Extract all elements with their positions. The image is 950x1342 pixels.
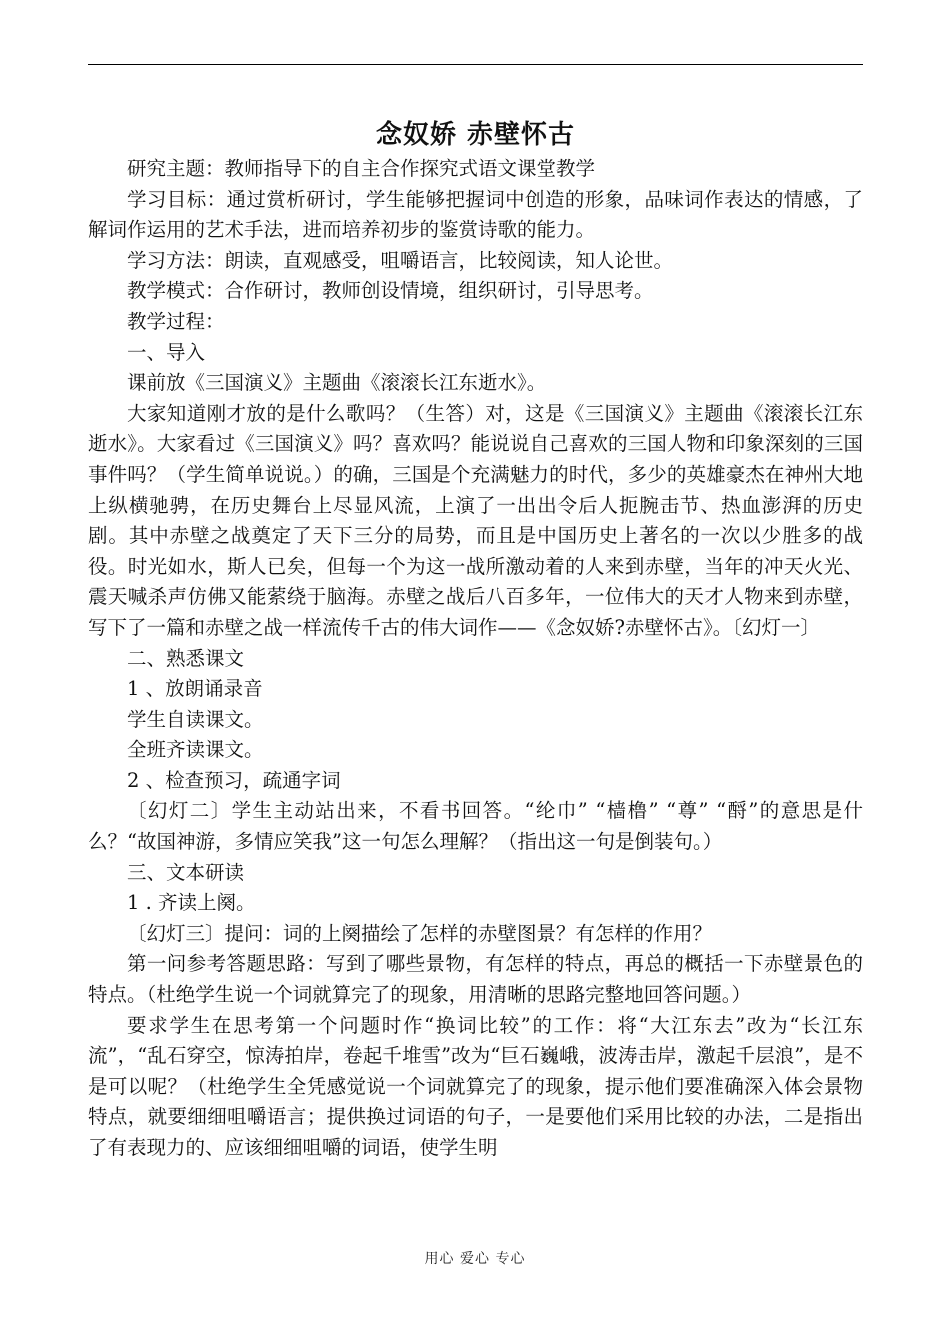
section-heading-text-study: 三、文本研读	[127, 860, 245, 884]
step-read-first-stanza: 1 . 齐读上阕。	[127, 891, 256, 915]
step-play-recording: 1 、放朗诵录音	[127, 677, 263, 701]
paragraph-answer-approach: 第一问参考答题思路：写到了哪些景物，有怎样的特点，再总的概括一下赤壁景色的特点。（杜绝学生说一个词就算完了的现象，用清晰的思路完整地回答问题。）	[88, 952, 863, 1007]
step-self-reading: 学生自读课文。	[127, 707, 264, 731]
page-footer: 用心 爱心 专心	[424, 1251, 526, 1267]
step-check-preview: 2 、检查预习，疏通字词	[127, 768, 341, 792]
step-class-reading: 全班齐读课文。	[127, 738, 264, 762]
learning-methods: 学习方法：朗读，直观感受，咀嚼语言，比较阅读，知人论世。	[127, 248, 674, 272]
learning-objectives: 学习目标：通过赏析研讨，学生能够把握词中创造的形象，品味词作表达的情感，了解词作运用的艺术手法，进而培养初步的鉴赏诗歌的能力。	[88, 187, 863, 242]
section-heading-familiarize: 二、熟悉课文	[127, 646, 245, 670]
teaching-mode: 教学模式：合作研讨，教师创设情境，组织研讨，引导思考。	[127, 279, 654, 303]
paragraph-word-comparison: 要求学生在思考第一个问题时作“换词比较”的工作：将“大江东去”改为“长江东流”，“乱石穿空，惊涛拍岸，卷起千堆雪”改为“巨石巍峨，波涛击岸，激起千层浪”，是不是可以呢？（杜绝学生全凭感觉说一个词就算完了的现象，提示他们要准确深入体会景物特点，就要细细咀嚼语言；提供换过词语的句子，一是要他们采用比较的办法，二是指出了有表现力的、应该细细咀嚼的词语，使学生明	[88, 1013, 863, 1159]
paragraph-intro-discussion: 大家知道刚才放的是什么歌吗？（生答）对，这是《三国演义》主题曲《滚滚长江东逝水》。大家看过《三国演义》吗？喜欢吗？能说说自己喜欢的三国人物和印象深刻的三国事件吗？（学生简单说说。）的确，三国是个充满魅力的时代，多少的英雄豪杰在神州大地上纵横驰骋，在历史舞台上尽显风流，上演了一出出令后人扼腕击节、热血澎湃的历史剧。其中赤壁之战奠定了天下三分的局势，而且是中国历史上著名的一次以少胜多的战役。时光如水，斯人已矣，但每一个为这一战所激动着的人来到赤壁，当年的冲天火光、震天喊杀声仿佛又能萦绕于脑海。赤壁之战后八百多年，一位伟大的天才人物来到赤壁，写下了一篇和赤壁之战一样流传千古的伟大词作——《念奴娇?赤壁怀古》。〔幻灯一〕	[88, 401, 863, 639]
paragraph-pre-class-music: 课前放《三国演义》主题曲《滚滚长江东逝水》。	[127, 371, 547, 395]
paragraph-slide-three: 〔幻灯三〕提问：词的上阕描绘了怎样的赤壁图景？有怎样的作用？	[127, 921, 713, 945]
teaching-process-heading: 教学过程：	[127, 309, 225, 333]
research-topic: 研究主题：教师指导下的自主合作探究式语文课堂教学	[127, 157, 596, 180]
document-title: 念奴娇 赤壁怀古	[375, 120, 576, 150]
header-rule	[88, 64, 863, 65]
section-heading-intro: 一、导入	[127, 340, 206, 364]
paragraph-slide-two: 〔幻灯二〕学生主动站出来，不看书回答。“纶巾” “樯橹” “尊” “酹”的意思是什么？“故国神游，多情应笑我”这一句怎么理解？（指出这一句是倒装句。）	[88, 799, 863, 854]
document-body	[88, 116, 863, 1164]
